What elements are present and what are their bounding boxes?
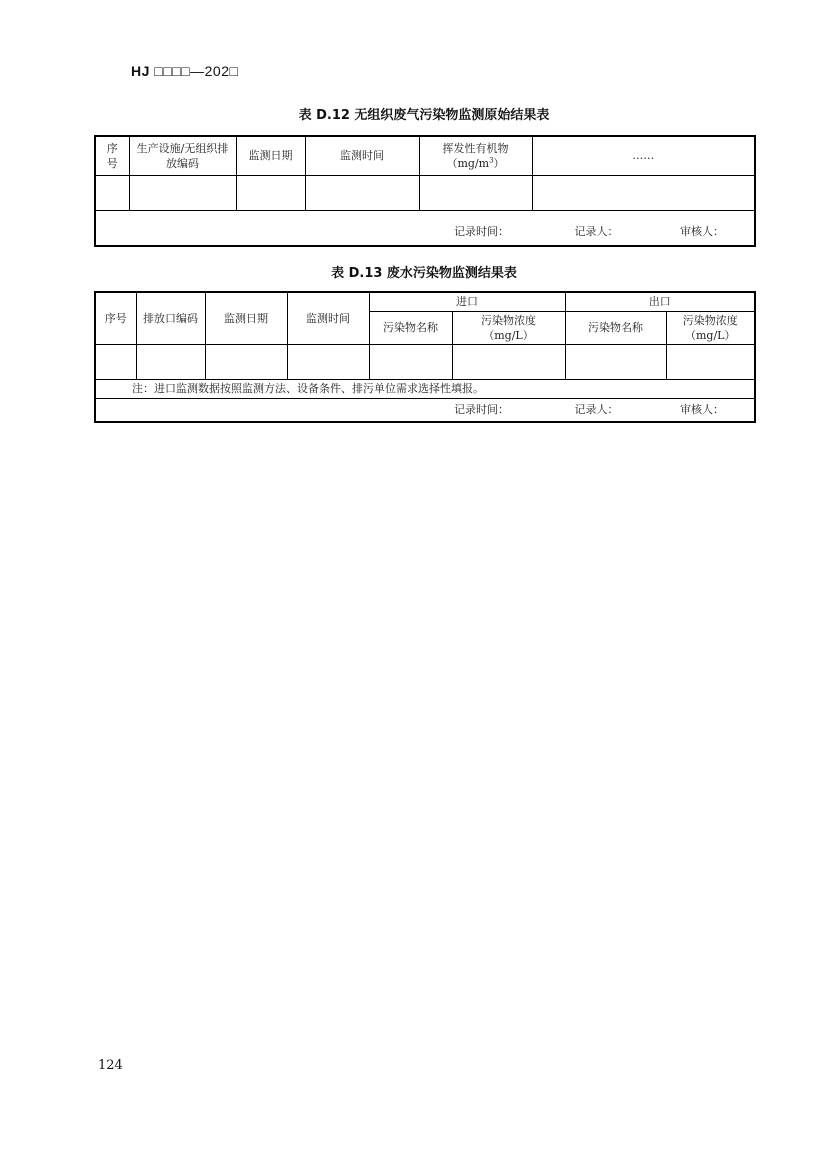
- col-outlet-concentration: 污染物浓度 （mg/L）: [666, 311, 755, 344]
- recorded-time-label: 记录时间：: [454, 225, 509, 238]
- table-d12: [94, 135, 756, 247]
- col-outlet-code: 排放口编码: [136, 292, 205, 344]
- col-more: ……: [532, 136, 755, 175]
- col-inlet-concentration: 污染物浓度 （mg/L）: [452, 311, 565, 344]
- table-row: [95, 344, 755, 379]
- table-header-row: [95, 292, 755, 311]
- col-group-outlet: 出口: [565, 292, 755, 311]
- col-time: 监测时间: [287, 292, 369, 344]
- col-time: 监测时间: [305, 136, 419, 175]
- reviewer-label: 审核人：: [680, 225, 724, 238]
- page-number: 124: [98, 1058, 123, 1073]
- table-footer-row: [95, 398, 755, 422]
- reviewer-label: 审核人：: [680, 403, 724, 417]
- col-outlet-pollutant-name: 污染物名称: [565, 311, 666, 344]
- col-voc: 挥发性有机物 $(mg/m^3)$: [419, 136, 532, 175]
- table-row: [95, 175, 755, 210]
- standard-number: □□□□—202□: [154, 63, 239, 79]
- col-group-inlet: 进口: [369, 292, 565, 311]
- recorder-label: 记录人：: [574, 225, 619, 238]
- table-footer-row: [95, 210, 755, 246]
- table-note: 注：进口监测数据按照监测方法、设备条件、排污单位需求选择性填报。: [95, 379, 755, 398]
- recorded-time-label: 记录时间：: [454, 403, 509, 417]
- table-d12-caption: 表 D.12 无组织废气污染物监测原始结果表: [298, 108, 550, 123]
- document-header: [131, 63, 238, 79]
- col-seq: 序号: [95, 292, 136, 344]
- table-d13-caption: 表 D.13 废水污染物监测结果表: [331, 266, 517, 281]
- table-header-row: [95, 136, 755, 175]
- standard-code: HJ: [131, 63, 150, 79]
- col-date: 监测日期: [236, 136, 305, 175]
- col-date: 监测日期: [205, 292, 287, 344]
- table-note-row: [95, 379, 755, 398]
- table-d13: [94, 291, 756, 423]
- col-inlet-pollutant-name: 污染物名称: [369, 311, 452, 344]
- recorder-label: 记录人：: [574, 403, 619, 417]
- col-facility-code: 生产设施/无组织排放编码: [129, 136, 236, 175]
- col-seq: 序号: [95, 136, 129, 175]
